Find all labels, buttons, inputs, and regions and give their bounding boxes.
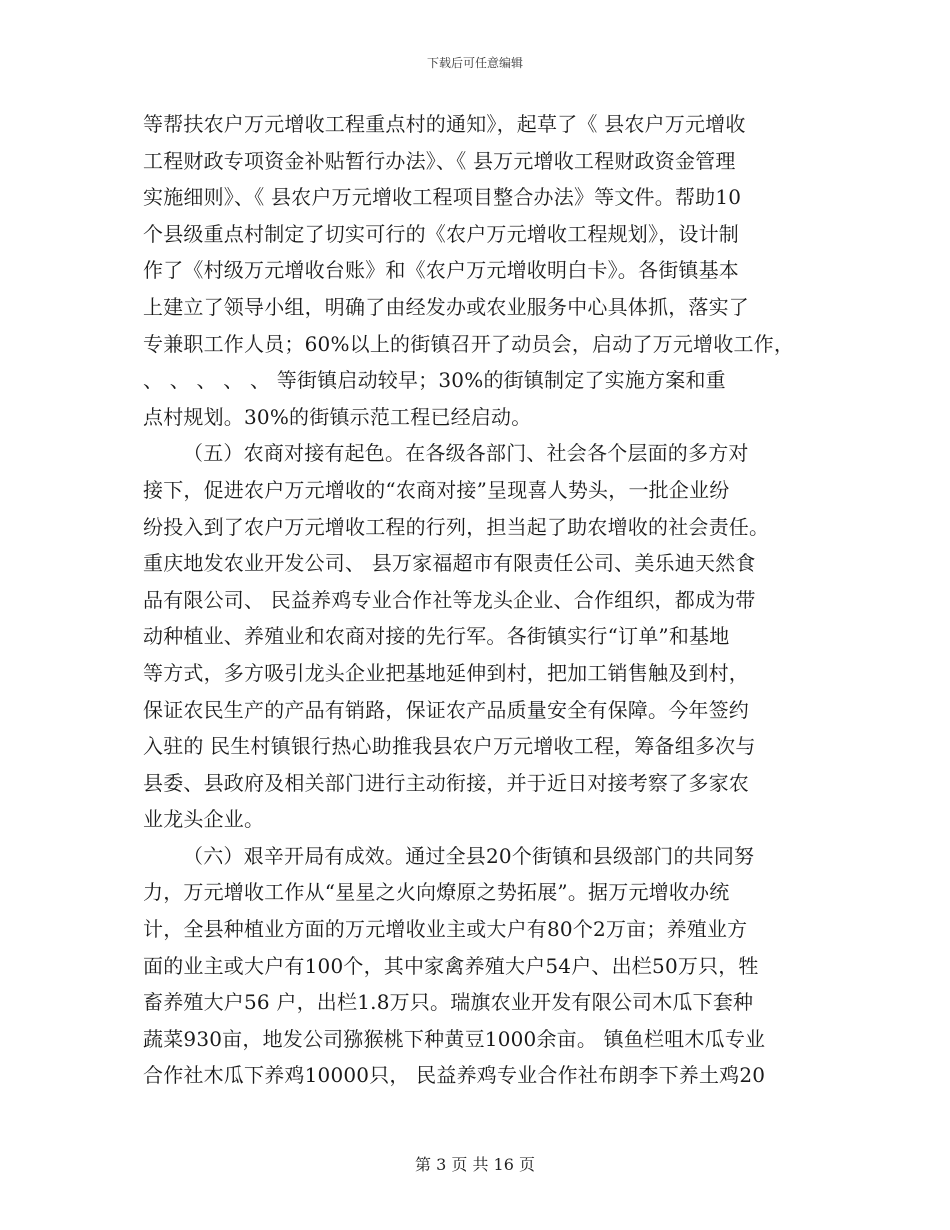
text-line: 合作社木瓜下养鸡10000只， 民益养鸡专业合作社布朗李下养土鸡20 [143,1063,766,1088]
text-line: 纷投入到了农户万元增收工程的行列，担当起了助农增收的社会责任。 [143,514,770,539]
page-header-note: 下载后可任意编辑 [426,56,523,70]
text-line: 面的业主或大户有100个，其中家禽养殖大户54户、出栏50万只，牲 [143,953,759,978]
document-body [143,106,813,1094]
text-line: 县委、县政府及相关部门进行主动衔接，并于近日对接考察了多家农 [143,770,749,795]
text-line: 业龙头企业。 [143,807,265,832]
text-line: 专兼职工作人员；60%以上的街镇召开了动员会，启动了万元增收工作， [143,331,795,356]
text-line: 、 、 、 、 、 等街镇启动较早；30%的街镇制定了实施方案和重 [143,368,726,393]
text-line: 个县级重点村制定了切实可行的《农户万元增收工程规划》，设计制 [143,221,739,246]
text-line: 接下，促进农户万元增收的“农商对接”呈现喜人势头，一批企业纷 [143,477,730,502]
text-line: （六）艰辛开局有成效。通过全县20个街镇和县级部门的共同努 [183,843,755,868]
text-line: 等方式，多方吸引龙头企业把基地延伸到村，把加工销售触及到村， [143,660,749,685]
text-line: 上建立了领导小组，明确了由经发办或农业服务中心具体抓，落实了 [143,294,749,319]
text-line: 保证农民生产的产品有销路，保证农产品质量安全有保障。今年签约 [143,697,749,722]
text-line: 点村规划。30%的街镇示范工程已经启动。 [143,404,532,429]
text-line: 力，万元增收工作从“星星之火向燎原之势拓展”。据万元增收办统 [143,880,730,905]
text-line: 蔬菜930亩，地发公司猕猴桃下种黄豆1000余亩。 镇鱼栏咀木瓜专业 [143,1026,766,1051]
text-line: 计，全县种植业方面的万元增收业主或大户有80个2万亩；养殖业方 [143,917,748,942]
text-line: 动种植业、养殖业和农商对接的先行军。各街镇实行“订单”和基地 [143,624,730,649]
text-line: 入驻的 民生村镇银行热心助推我县农户万元增收工程，筹备组多次与 [143,734,756,759]
text-line: 等帮扶农户万元增收工程重点村的通知》，起草了《 县农户万元增收 [143,112,746,136]
text-line: （五）农商对接有起色。在各级各部门、社会各个层面的多方对 [183,441,749,466]
page-footer: 第 3 页 共 16 页 [415,1155,535,1174]
text-line: 重庆地发农业开发公司、 县万家福超市有限责任公司、美乐迪天然食 [143,551,756,576]
text-line: 畜养殖大户56 户，出栏1.8万只。瑞旗农业开发有限公司木瓜下套种 [143,990,754,1015]
text-line: 品有限公司、 民益养鸡专业合作社等龙头企业、合作组织，都成为带 [143,587,756,612]
text-line: 工程财政专项资金补贴暂行办法》、《 县万元增收工程财政资金管理 [143,148,736,173]
text-line: 实施细则》、《 县农户万元增收工程项目整合办法》等文件。帮助10 [143,185,742,210]
text-line: 作了《村级万元增收台账》和《农户万元增收明白卡》。各街镇基本 [143,258,739,283]
